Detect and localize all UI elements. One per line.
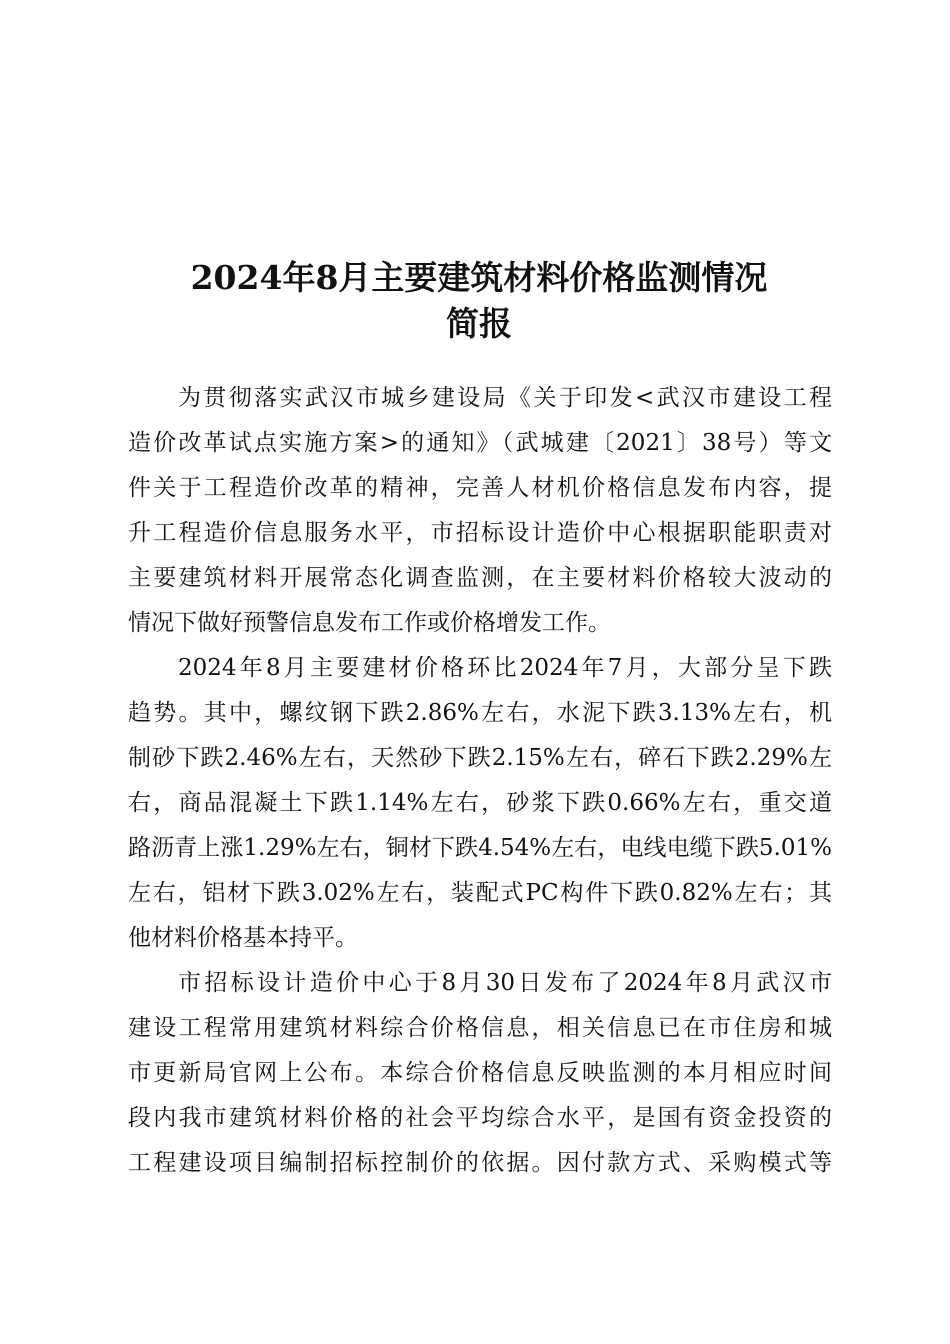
text-line: 市招标设计造价中心于8月30日发布了2024年8月武汉市 [178,970,832,996]
text-line: 左右，铝材下跌3.02%左右，装配式PC构件下跌0.82%左右；其 [128,880,832,906]
paragraph-price-changes [128,646,832,961]
text-line: 建设工程常用建筑材料综合价格信息，相关信息已在市住房和城 [128,1015,832,1041]
document-title [128,255,830,347]
text-line: 造价改革试点实施方案>的通知》（武城建〔2021〕38号）等文 [128,430,832,456]
text-line: 升工程造价信息服务水平，市招标设计造价中心根据职能职责对 [128,520,832,546]
title-line-2: 简报 [446,304,512,343]
text-line: 路沥青上涨1.29%左右，铜材下跌4.54%左右，电线电缆下跌5.01% [128,835,832,861]
text-line: 右，商品混凝土下跌1.14%左右，砂浆下跌0.66%左右，重交道 [128,790,832,816]
text-line: 2024年8月主要建材价格环比2024年7月，大部分呈下跌 [178,655,832,681]
text-line: 他材料价格基本持平。 [128,925,358,951]
text-line: 制砂下跌2.46%左右，天然砂下跌2.15%左右，碎石下跌2.29%左 [128,745,832,771]
text-line: 市更新局官网上公布。本综合价格信息反映监测的本月相应时间 [128,1060,832,1086]
text-line: 情况下做好预警信息发布工作或价格增发工作。 [128,610,611,636]
paragraph-publication [128,961,832,1186]
document-body [128,376,832,1186]
text-line: 主要建筑材料开展常态化调查监测，在主要材料价格较大波动的 [128,565,832,591]
text-line: 趋势。其中，螺纹钢下跌2.86%左右，水泥下跌3.13%左右，机 [128,700,832,726]
text-line: 工程建设项目编制招标控制价的依据。因付款方式、采购模式等 [128,1150,832,1176]
text-line: 件关于工程造价改革的精神，完善人材机价格信息发布内容，提 [128,475,832,501]
text-line: 段内我市建筑材料价格的社会平均综合水平，是国有资金投资的 [128,1105,832,1131]
title-line-1: 2024年8月主要建筑材料价格监测情况 [190,258,768,297]
text-line: 为贯彻落实武汉市城乡建设局《关于印发<武汉市建设工程 [178,385,832,411]
paragraph-intro [128,376,832,646]
